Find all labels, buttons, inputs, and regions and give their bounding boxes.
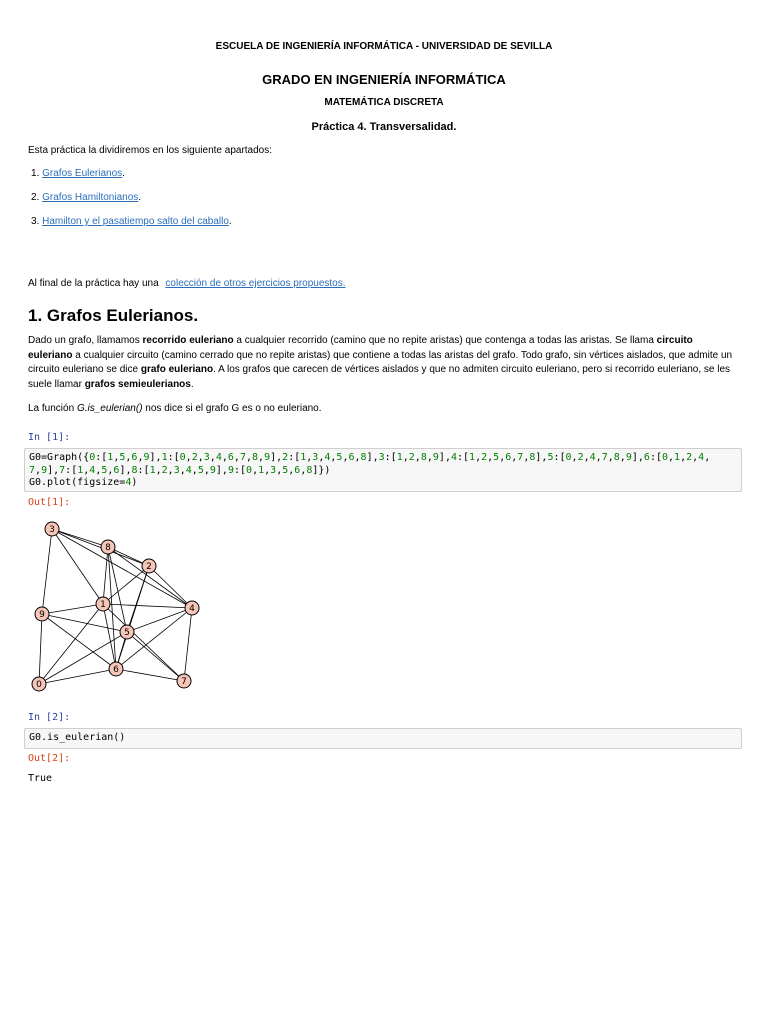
intro-text: Esta práctica la dividiremos en los siguiente apartados: — [28, 145, 273, 156]
graph-node-0 — [32, 677, 46, 691]
graph-node-9 — [35, 607, 49, 621]
toc-link-caballo[interactable]: Hamilton y el pasatiempo salto del caballo — [42, 216, 229, 227]
graph-node-label: 6 — [113, 665, 119, 676]
degree-title: GRADO EN INGENIERÍA INFORMÁTICA — [262, 72, 506, 87]
graph-node-1 — [96, 597, 110, 611]
graph-edge-2-3 — [52, 529, 149, 566]
graph-edge-4-7 — [184, 608, 192, 681]
toc-link-eulerianos[interactable]: Grafos Eulerianos — [42, 168, 123, 179]
section-paragraph: Dado un grafo, llamamos recorrido euleriano a cualquier recorrido (camino que no repite aristas) que contenga a todas las aristas. Se llama circuito euleriano a cualquier circuito (camino cerrado que no repite aristas) que contiene a todas las aristas del grafo. Todo grafo, sin vértices aislados, que admite un circuito euleriano se dice grafo euleriano. A los grafos que carecen de vértices aislados y que no admiten circuito euleriano, pero si recorrido euleriano, se les suele llamar grafos semieulerianos. — [28, 335, 733, 390]
graph-edge-3-8 — [52, 529, 108, 547]
input-prompt-1: In [1]: — [28, 432, 71, 443]
graph-node-label: 2 — [146, 562, 152, 573]
graph-node-label: 5 — [124, 628, 130, 639]
output-value-2: True — [28, 773, 53, 784]
toc-item-2: 2. Grafos Hamiltonianos. — [31, 192, 142, 203]
graph-edge-1-9 — [42, 604, 103, 614]
subject-title: MATEMÁTICA DISCRETA — [324, 97, 444, 108]
graph-edge-0-6 — [39, 669, 116, 684]
output-prompt-2: Out[2]: — [28, 753, 71, 764]
graph-edge-4-5 — [127, 608, 192, 632]
graph-edge-0-9 — [39, 614, 42, 684]
final-note: Al final de la práctica hay una colección de otros ejercicios propuestos. — [28, 278, 346, 289]
graph-edge-5-7 — [127, 632, 184, 681]
graph-edge-3-4 — [52, 529, 192, 611]
graph-node-label: 8 — [105, 543, 111, 554]
code-cell-1[interactable]: G0=Graph({0:[1,5,6,9],1:[0,2,3,4,6,7,8,9],2:[1,3,4,5,6,8],3:[1,2,8,9],4:[1,2,5,6,7,8],5:[0,2,4,7,8,9],6:[0,1,2,4, 7,9],7:[1,4,5,6],8:[1,2,3,4,5,9],9:[0,1,3,5,6,8]}) G0.plot(figsize=4) — [24, 448, 742, 492]
graph-node-label: 3 — [49, 525, 55, 536]
graph-node-label: 4 — [189, 604, 195, 615]
function-description: La función G.is_eulerian() nos dice si el grafo G es o no euleriano. — [28, 403, 322, 414]
output-prompt-1: Out[1]: — [28, 497, 71, 508]
graph-node-label: 7 — [181, 677, 187, 688]
graph-plot — [24, 514, 224, 699]
graph-node-label: 0 — [36, 680, 42, 691]
code-cell-2[interactable]: G0.is_eulerian() — [24, 728, 742, 749]
graph-node-label: 1 — [100, 600, 106, 611]
section-heading: 1. Grafos Eulerianos. — [28, 306, 199, 325]
toc-item-3: 3. Hamilton y el pasatiempo salto del caballo. — [31, 216, 232, 227]
graph-edge-3-9 — [42, 529, 52, 614]
graph-node-5 — [120, 625, 134, 639]
graph-node-label: 9 — [39, 610, 45, 621]
graph-edge-4-8 — [108, 547, 192, 608]
graph-edge-1-8 — [103, 547, 108, 604]
graph-node-4 — [185, 601, 199, 615]
practice-title: Práctica 4. Transversalidad. — [311, 121, 457, 133]
graph-edge-1-3 — [52, 529, 103, 604]
graph-node-3 — [45, 522, 59, 536]
graph-node-2 — [142, 559, 156, 573]
toc-item-1: 1. Grafos Eulerianos. — [31, 168, 125, 179]
graph-node-8 — [101, 540, 115, 554]
graph-edges — [39, 529, 192, 684]
school-header: ESCUELA DE INGENIERÍA INFORMÁTICA - UNIVERSIDAD DE SEVILLA — [215, 41, 553, 52]
graph-node-6 — [109, 662, 123, 676]
input-prompt-2: In [2]: — [28, 712, 71, 723]
graph-nodes — [32, 522, 199, 691]
exercises-link[interactable]: colección de otros ejercicios propuestos. — [165, 278, 346, 289]
graph-node-7 — [177, 674, 191, 688]
toc-link-hamiltonianos[interactable]: Grafos Hamiltonianos — [42, 192, 139, 203]
graph-edge-1-4 — [103, 604, 192, 608]
